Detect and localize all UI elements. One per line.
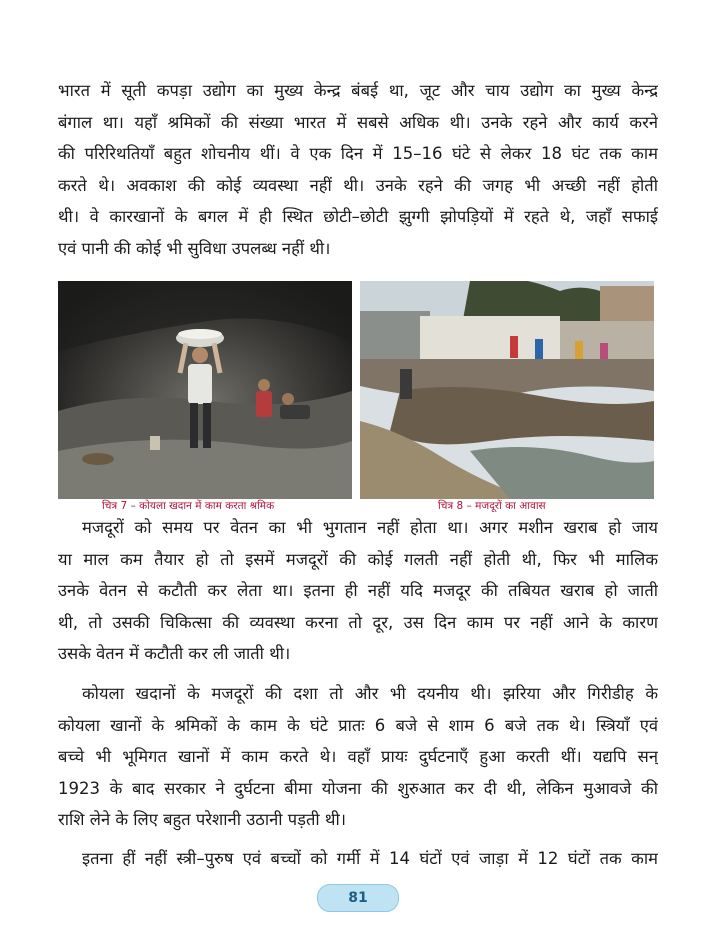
coal-mine-photo [58,281,352,499]
text-line: भारत में सूती कपड़ा उद्योग का मुख्य केन्द्र बंबई था, जूट और चाय उद्योग का मुख्य केन्द्र [58,81,658,100]
paragraph-3 [58,678,658,836]
text-line: एवं पानी की कोई भी सुविधा उपलब्ध नहीं थी। [58,238,331,258]
text-line: 1923 के बाद सरकार ने दुर्घटना बीमा योजना की शुरुआत कर दी थी, लेकिन मुआवजे की [58,778,658,798]
text-line: थी, तो उसकी चिकित्सा की व्यवस्था करना तो दूर, उस दिन काम पर नहीं आने के कारण [58,612,658,632]
text-line: उसके वेतन में कटौती कर ली जाती थी। [58,644,291,663]
text-line: की परिरिथतियाँ बहुत शोचनीय थीं। वे एक दिन में 15–16 घंटे से लेकर 18 घंट तक काम [58,144,658,163]
figure-8-caption: चित्र 8 – मजदूरों का आवास [438,500,546,512]
paragraph-4 [58,843,658,875]
figure-7-caption: चित्र 7 – कोयला खदान में काम करता श्रमिक [102,500,275,512]
paragraph-2 [58,512,658,670]
text-line: बच्चे भी भूमिगत खानों में काम करते थे। वहाँ प्रायः दुर्घटनाएँ हुआ करती थीं। यद्यपि सन् [58,747,658,766]
text-line: कोयला खदानों के मजदूरों की दशा तो और भी दयनीय थी। झरिया और गिरीडीह के [82,684,658,703]
text-line: राशि लेने के लिए बहुत परेशानी उठानी पड़ती थी। [58,810,346,829]
text-line: करते थे। अवकाश की कोई व्यवस्था नहीं थी। उनके रहने की जगह भी अच्छी नहीं होती [58,175,658,195]
text-line: थी। वे कारखानों के बगल में ही स्थित छोटी–छोटी झुग्गी झोपड़ियों में रहते थे, जहाँ सफाई [58,207,658,226]
paragraph-1 [58,75,658,264]
text-line: उनके वेतन से कटौती कर लेता था। इतना ही नहीं यदि मजदूर की तबियत खराब हो जाती [58,581,658,600]
workers-housing-photo [360,281,654,499]
text-line: बंगाल था। यहाँ श्रमिकों की संख्या भारत में सबसे अधिक थी। उनके रहने और कार्य करने [58,112,658,132]
text-line: इतना हीं नहीं स्त्री–पुरुष एवं बच्चों को गर्मी में 14 घंटों एवं जाड़ा में 12 घंटों तक काम [82,849,658,868]
text-line: या माल कम तैयार हो तो इसमें मजदूरों की कोई गलती नहीं होती थी, फिर भी मालिक [58,549,658,569]
text-line: मजदूरों को समय पर वेतन का भी भुगतान नहीं होता था। अगर मशीन खराब हो जाय [82,518,658,537]
text-line: कोयला खानों के श्रमिकों के काम के घंटे प्रातः 6 बजे से शाम 6 बजे तक थे। स्त्रियाँ एवं [58,715,658,735]
coal-mine-image [58,281,352,499]
slum-image [360,281,654,499]
page-number: 81 [317,884,399,912]
